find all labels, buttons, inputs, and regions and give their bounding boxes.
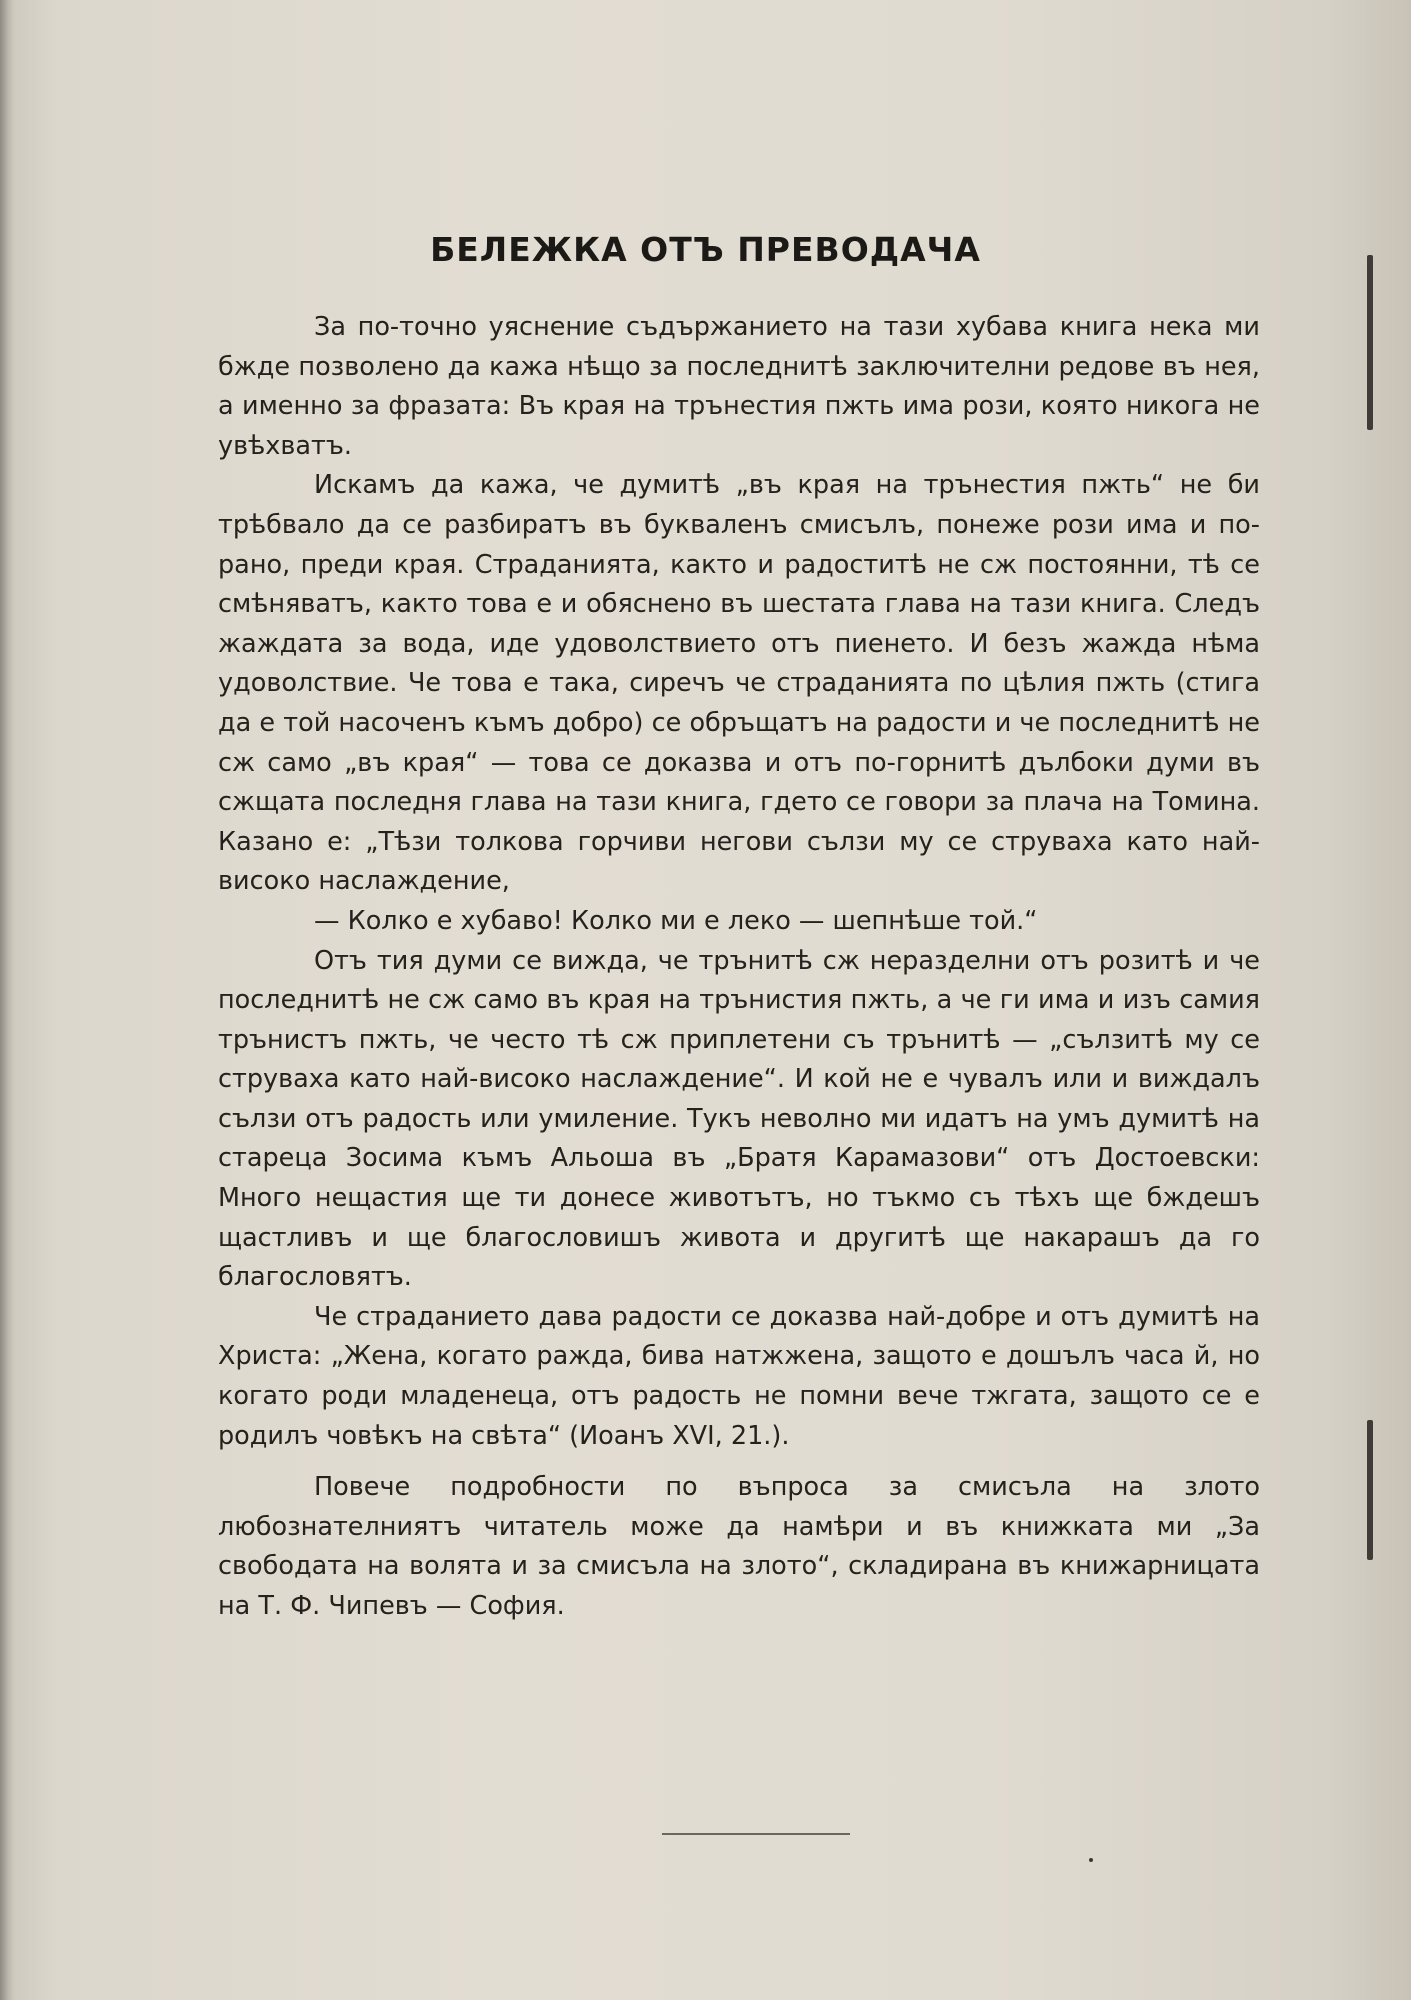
paragraph-2: Искамъ да кажа, че думитѣ „въ края на трънестия пжть“ не би трѣбвало да се разбиратъ въ буквалeнъ смисълъ, понеже рози има и по-рано, преди края. Страданията, както и радоститѣ не сж постоянни, тѣ се смѣняватъ, както това е и обяснено въ шестата глава на тази книга. Следъ жаждата за вода, иде удоволствието отъ пиенето. И безъ жажда нѣма удоволствие. Че това е така, сиречъ че страданията по цѣлия пжть (стига да е той насоченъ къмъ добро) се обръщатъ на радости и че последнитѣ не сж само „въ края“ — това се доказва и отъ по-горнитѣ дълбоки думи въ сжщата последня глава на тази книга, гдето се говори за плача на Томина. Казано е: „Тѣзи толкова горчиви негови сълзи му се струваха като най-високо наслаждение,	[218, 470, 1260, 897]
paragraph-4: Отъ тия думи се вижда, че трънитѣ сж неразделни отъ розитѣ и че последнитѣ не сж само въ края на трънистия пжть, а че ги има и изъ самия трънистъ пжть, че често тѣ сж приплетени съ трънитѣ — „сълзитѣ му се струваха като най-високо наслаждение“. И кой не е чувалъ или и виждалъ сълзи отъ радость или умиление. Тукъ неволно ми идатъ на умъ думитѣ на стареца Зосима къмъ Альоша въ „Братя Карамазови“ отъ Достоевски: Много нещастия ще ти донесе животътъ, но тъкмо съ тѣхъ ще бждешъ щастливъ и ще благословишъ живота и другитѣ ще накарашъ да го благословятъ.	[218, 945, 1260, 1293]
page-title: БЕЛЕЖКА ОТЪ ПРЕВОДАЧА	[430, 230, 981, 269]
binding-staple-bottom	[1367, 1420, 1373, 1560]
paragraph-6: Повече подробности по въпроса за смисъла на злото любознателниятъ читатель може да намѣри и въ книжката ми „За свободата на волята и за смисъла на злото“, складирана въ книжарницата на Т. Ф. Чипевъ — София.	[218, 1472, 1260, 1621]
ink-speck	[1089, 1858, 1093, 1862]
paragraph-1: За по-точно уяснение съдържанието на тази хубава книга нека ми бжде позволено да кажа нѣщо за последнитѣ заключителни редове въ нея, а именно за фразата: Въ края на трънестия пжть има рози, която никога не увѣхватъ.	[218, 312, 1260, 461]
body-text	[218, 308, 1260, 1627]
paragraph-3-quote: — Колко е хубаво! Колко ми е леко — шепнѣше той.“	[314, 905, 1038, 936]
closing-divider	[662, 1833, 850, 1835]
paragraph-5: Че страданието дава радости се доказва най-добре и отъ думитѣ на Христа: „Жена, когато ражда, бива натжжена, защото е дошълъ часа й, но когато роди младенеца, отъ радость не помни вече тжгата, защото се е родилъ човѣкъ на свѣта“ (Иоанъ XVI, 21.).	[218, 1301, 1260, 1451]
binding-staple-top	[1367, 255, 1373, 430]
page-edge-shadow	[0, 0, 14, 2000]
